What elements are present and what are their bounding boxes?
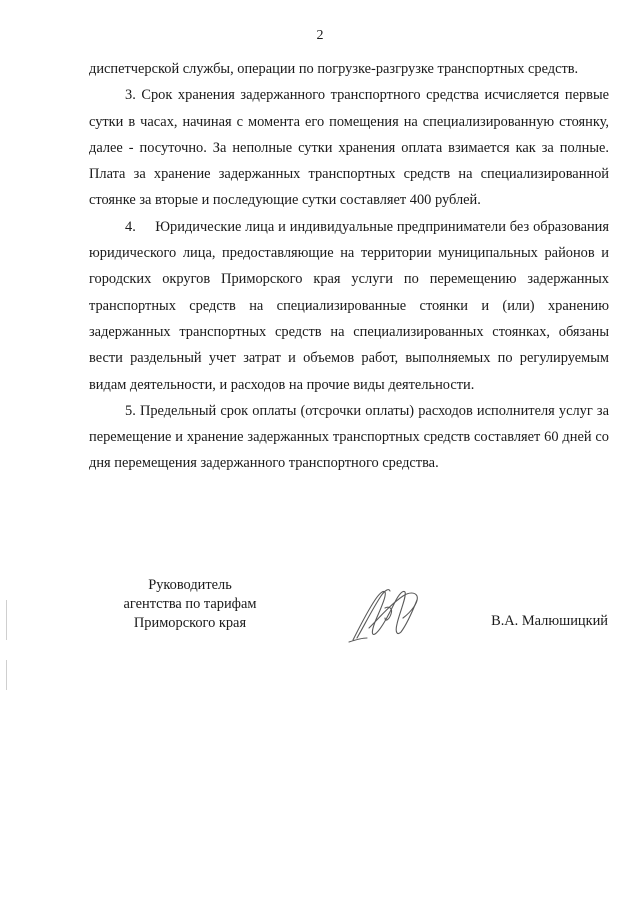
paragraph-clause-3: 3. Срок хранения задержанного транспортного средства исчисляется первые сутки в часах, начиная с момента его помещения на специализированную стоянку, далее - посуточно. За неполные сутки хранения оплата взимается как за полные. Плата за хранение задержанных транспортных средств на специализированной стоянке за вторые и последующие сутки составляет 400 рублей.	[89, 87, 609, 209]
signature-block	[60, 576, 620, 656]
handwritten-signature	[345, 578, 425, 650]
signer-title-line-3: Приморского края	[133, 615, 247, 631]
paragraph-clause-4: 4. Юридические лица и индивидуальные предприниматели без образования юридического лица, предоставляющие на территории муниципальных районов и городских округов Приморского края услуги по перемещению задержанных транспортных средств на специализированные стоянки и (или) хранению задержанных транспортных средств на специализированных стоянках, обязаны вести раздельный учет затрат и объемов работ, выполняемых по регулируемым видам деятельности, и расходов на прочие виды деятельности.	[89, 218, 609, 393]
scan-margin-mark	[6, 600, 7, 640]
scan-margin-mark	[6, 660, 7, 690]
signer-title-line-1: Руководитель	[148, 577, 232, 593]
signer-name: В.А. Малюшицкий	[491, 613, 608, 629]
paragraph-1: диспетчерской службы, операции по погрузке-разгрузке транспортных средств.	[89, 61, 579, 77]
signer-title-line-2: агентства по тарифам	[123, 596, 257, 612]
paragraph-clause-5: 5. Предельный срок оплаты (отсрочки оплаты) расходов исполнителя услуг за перемещение и хранение задержанных транспортных средств составляет 60 дней со дня перемещения задержанного транспортного средства.	[89, 402, 609, 472]
signer-title	[100, 576, 280, 633]
document-body	[89, 56, 609, 477]
page-number: 2	[316, 28, 324, 43]
